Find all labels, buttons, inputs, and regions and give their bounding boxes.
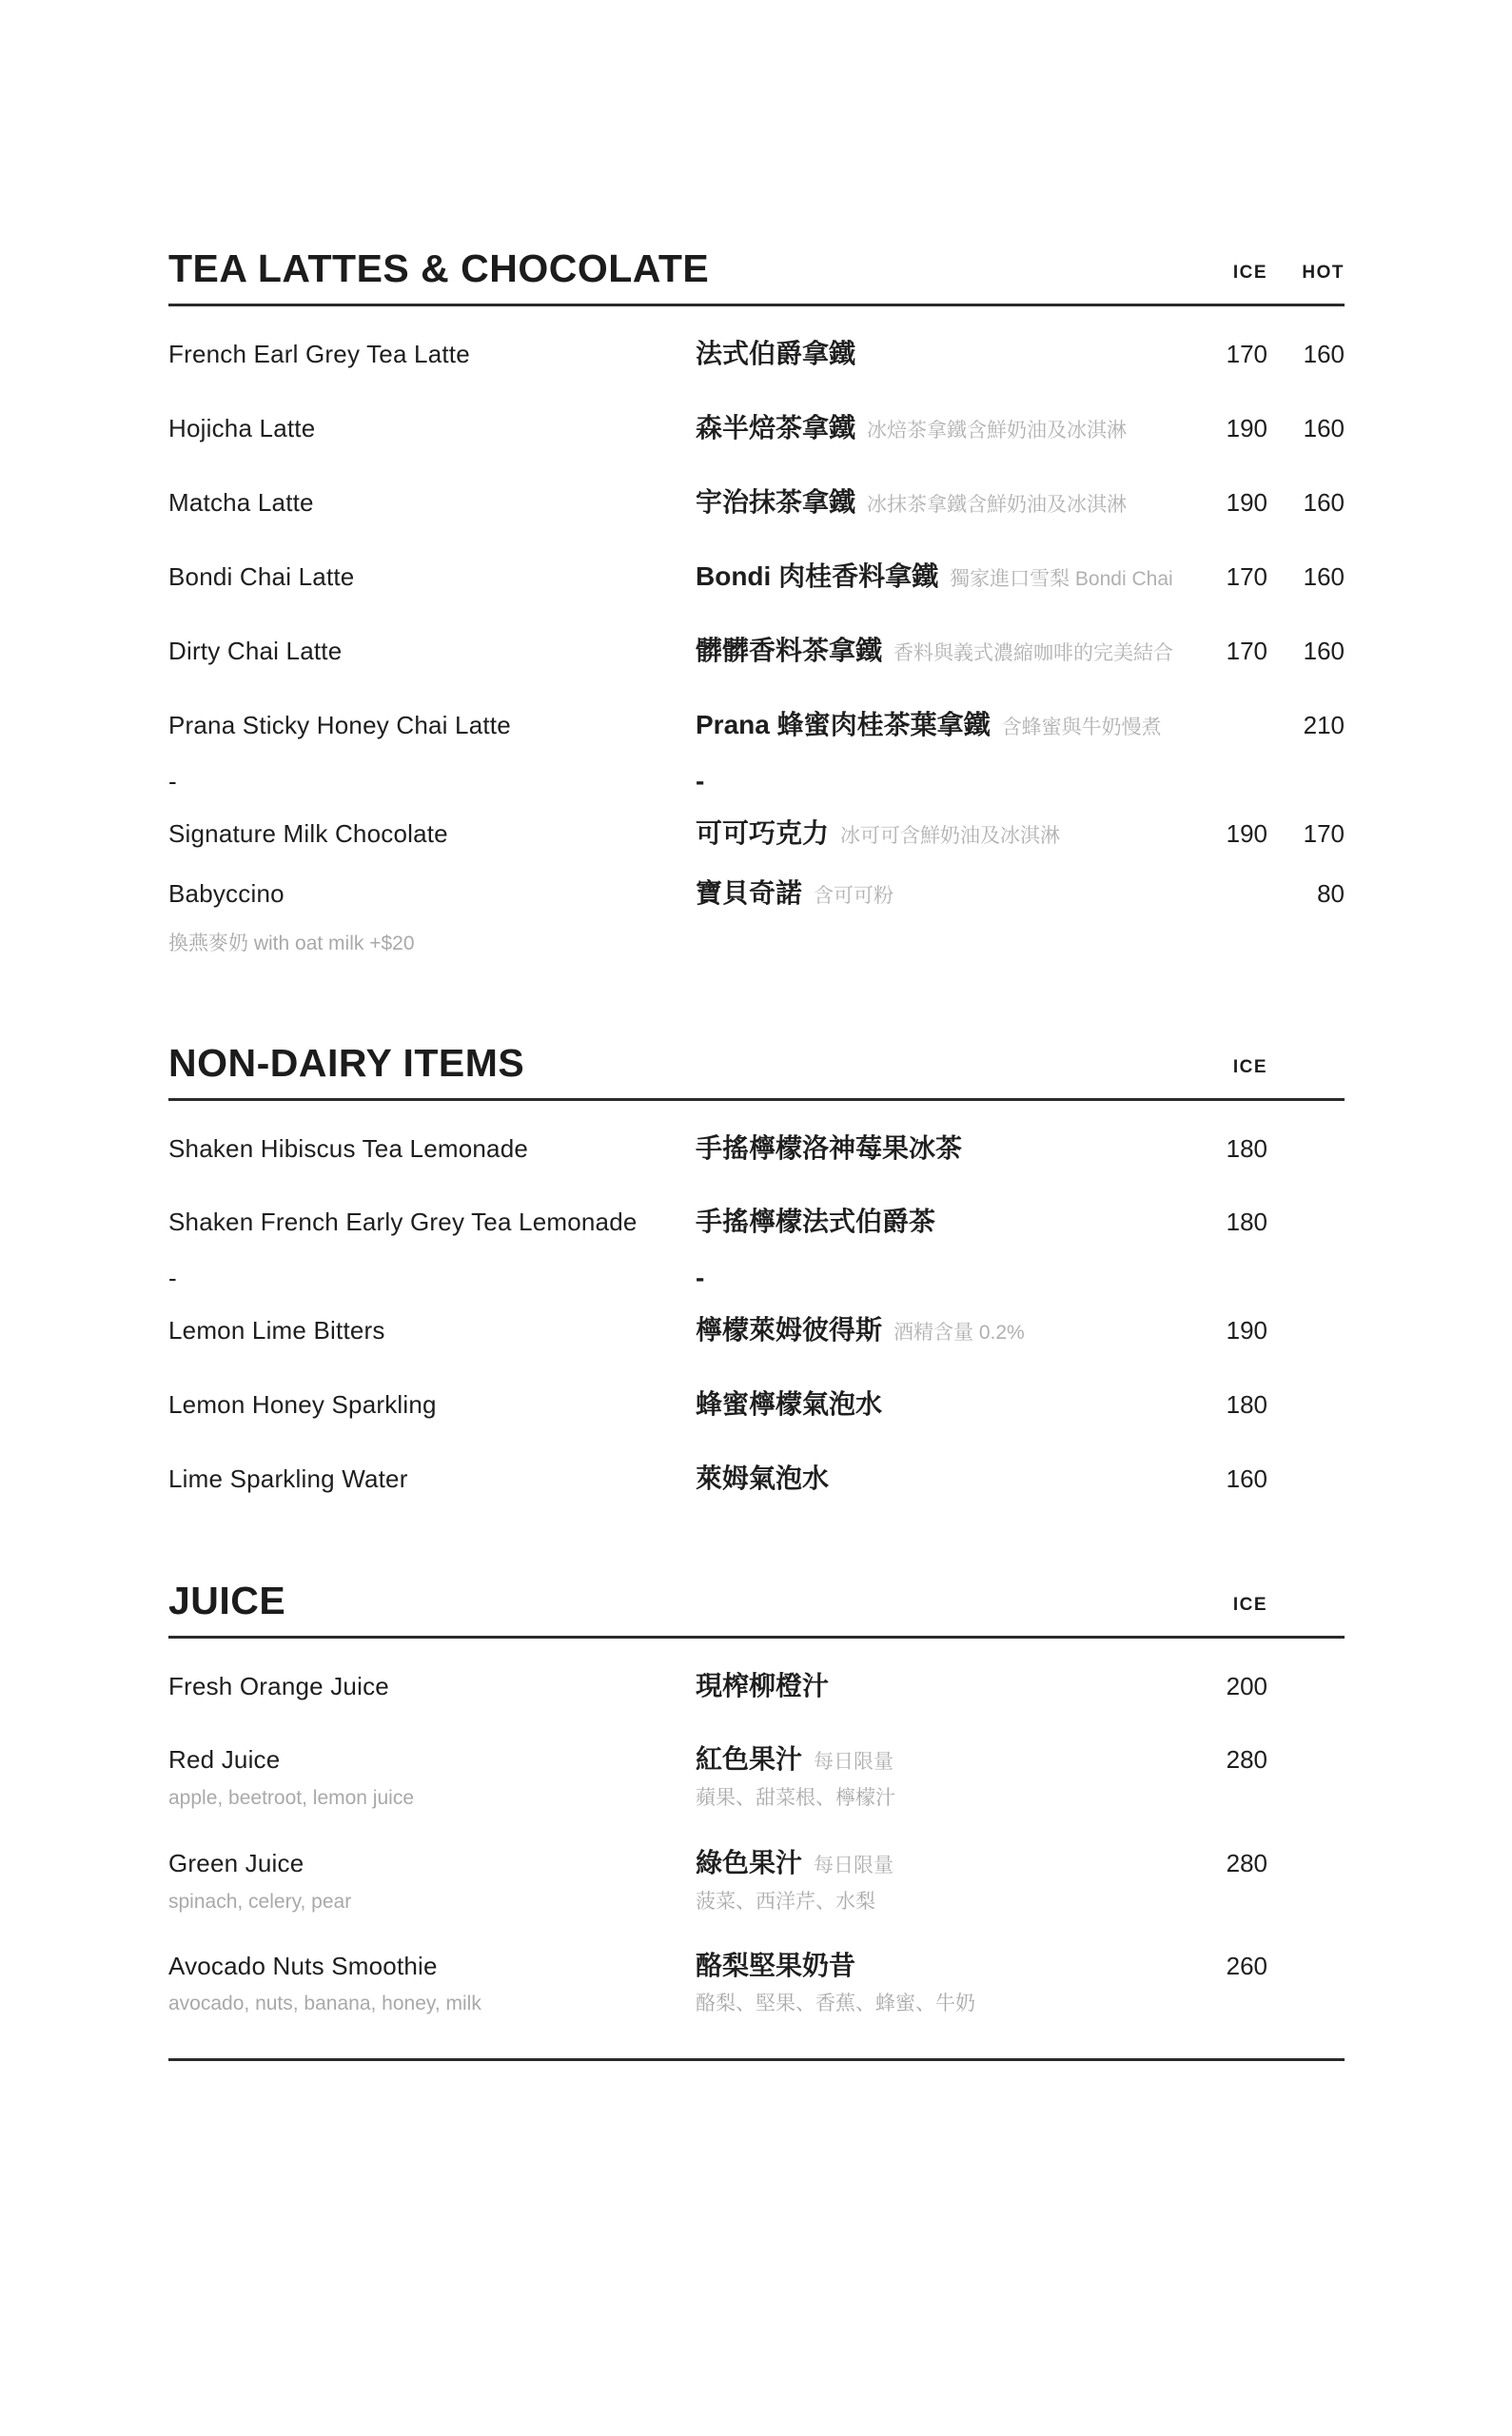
item-name-zh: 可可巧克力 — [696, 817, 830, 848]
item-price-ice: 200 — [1226, 1671, 1267, 1700]
item-name-zh: 酪梨堅果奶昔 — [696, 1950, 856, 1980]
item-name-zh-group — [696, 340, 1173, 369]
item-ingredients-en: spinach, celery, pear — [168, 1890, 352, 1913]
item-name-en: Fresh Orange Juice — [168, 1671, 389, 1700]
item-name-zh-group — [696, 1316, 1173, 1346]
item-name-zh-group — [696, 879, 1173, 909]
item-price-hot: 160 — [1303, 561, 1345, 591]
item-name-en: Signature Milk Chocolate — [168, 818, 448, 848]
item-name-en: Dirty Chai Latte — [168, 636, 343, 665]
section-title: JUICE — [168, 1578, 286, 1622]
column-header-ice: ICE — [1232, 263, 1267, 283]
item-name-zh-group — [696, 1208, 1173, 1237]
menu-item-row — [168, 879, 1345, 909]
item-price-ice: 170 — [1226, 636, 1268, 665]
column-header-hot: HOT — [1302, 263, 1345, 283]
item-price-ice: 190 — [1226, 413, 1267, 442]
item-name-zh-group — [696, 1952, 1173, 1981]
item-note: 每日限量 — [814, 1751, 894, 1774]
column-header-ice: ICE — [1232, 1056, 1267, 1077]
item-note: 冰可可含鮮奶油及冰淇淋 — [840, 824, 1061, 847]
item-name-zh-group — [696, 1745, 1173, 1775]
item-price-ice: 280 — [1226, 1848, 1267, 1877]
item-name-en: Shaken Hibiscus Tea Lemonade — [168, 1133, 529, 1163]
item-name-en: Avocado Nuts Smoothie — [168, 1951, 438, 1980]
item-note: 含可可粉 — [814, 884, 894, 907]
item-name-en: Lime Sparkling Water — [168, 1464, 408, 1493]
item-name-zh: 寶貝奇諾 — [696, 877, 803, 908]
item-ingredients-zh: 蘋果、甜菜根、檸檬汁 — [696, 1787, 895, 1810]
item-price-ice: 190 — [1226, 487, 1267, 517]
item-ingredients — [168, 1787, 1345, 1810]
menu-item-row — [168, 1134, 1345, 1164]
item-name-zh: Bondi 肉桂香料拿鐵 — [696, 560, 939, 591]
menu-item-row — [168, 488, 1345, 518]
menu-item-row — [168, 1390, 1345, 1420]
section-non-dairy-items — [168, 1040, 1345, 1494]
item-name-zh-group — [696, 1134, 1173, 1164]
menu-item-row — [168, 637, 1345, 666]
item-name-zh-group — [696, 711, 1173, 740]
divider-dash: - — [696, 1263, 705, 1293]
divider-dash: - — [168, 766, 177, 796]
item-name-zh: 髒髒香料茶拿鐵 — [696, 635, 883, 665]
item-ingredients-zh: 酪梨、堅果、香蕉、蜂蜜、牛奶 — [696, 1993, 975, 2015]
oat-milk-footnote: 換燕麥奶 with oat milk +$20 — [168, 932, 415, 954]
menu-item-row — [168, 340, 1345, 369]
item-note: 每日限量 — [814, 1854, 894, 1876]
item-price-hot: 160 — [1303, 340, 1345, 368]
item-ingredients — [168, 1993, 1345, 2015]
menu-item-row — [168, 414, 1345, 443]
item-name-zh-group — [696, 414, 1173, 443]
item-price-ice: 170 — [1226, 561, 1267, 591]
item-price-ice: 180 — [1226, 1208, 1267, 1237]
item-note: 冰抹茶拿鐵含鮮奶油及冰淇淋 — [867, 493, 1128, 516]
item-price-hot: 160 — [1303, 636, 1345, 665]
section-header — [168, 246, 1345, 306]
item-name-zh-group — [696, 1464, 1173, 1494]
item-name-zh: 法式伯爵拿鐵 — [696, 339, 856, 368]
item-price-hot: 160 — [1303, 487, 1345, 517]
divider-row — [168, 767, 1345, 796]
divider-dash: - — [168, 1264, 177, 1293]
item-name-en: Shaken French Early Grey Tea Lemonade — [168, 1208, 638, 1237]
section-items — [168, 1672, 1345, 2016]
item-name-zh-group — [696, 562, 1173, 592]
menu-item-row — [168, 711, 1345, 740]
item-name-zh-group — [696, 819, 1173, 849]
item-name-en: Lemon Honey Sparkling — [168, 1389, 437, 1419]
item-name-en: Prana Sticky Honey Chai Latte — [168, 710, 511, 739]
item-note: 含蜂蜜與牛奶慢煮 — [1001, 716, 1162, 738]
menu-item-row — [168, 562, 1345, 592]
item-name-en: Red Juice — [168, 1745, 281, 1775]
item-note: 香料與義式濃縮咖啡的完美結合 — [893, 641, 1174, 664]
item-name-en: Matcha Latte — [168, 487, 314, 517]
item-price-ice: 260 — [1226, 1951, 1267, 1980]
section-header — [168, 1040, 1345, 1101]
divider-row — [168, 1264, 1345, 1293]
item-name-zh-group — [696, 488, 1173, 518]
item-name-en: Bondi Chai Latte — [168, 561, 355, 591]
item-name-zh-group — [696, 1390, 1173, 1420]
item-name-zh-group — [696, 637, 1173, 666]
item-price-hot: 160 — [1303, 413, 1345, 442]
section-header — [168, 1578, 1345, 1639]
item-price-hot: 80 — [1317, 878, 1345, 908]
item-name-zh: Prana 蜂蜜肉桂茶葉拿鐵 — [696, 709, 991, 739]
column-header-ice: ICE — [1232, 1594, 1267, 1615]
menu-item-row — [168, 1672, 1345, 1701]
item-price-ice: 180 — [1226, 1389, 1267, 1419]
item-ingredients-en: apple, beetroot, lemon juice — [168, 1787, 414, 1810]
item-price-ice: 280 — [1226, 1745, 1267, 1775]
item-name-zh: 紅色果汁 — [696, 1744, 803, 1775]
item-name-zh-group — [696, 1672, 1173, 1701]
item-price-ice: 170 — [1226, 340, 1267, 368]
item-name-zh: 萊姆氣泡水 — [696, 1463, 830, 1493]
item-price-ice: 180 — [1226, 1133, 1267, 1163]
divider-dash: - — [696, 765, 705, 796]
item-name-zh: 綠色果汁 — [696, 1847, 803, 1877]
item-note: 冰焙茶拿鐵含鮮奶油及冰淇淋 — [867, 419, 1128, 442]
item-name-en: Green Juice — [168, 1848, 304, 1877]
menu-item-row — [168, 819, 1345, 849]
menu-item-row — [168, 1208, 1345, 1237]
bottom-rule — [168, 2058, 1345, 2061]
section-title: TEA LATTES & CHOCOLATE — [168, 246, 710, 290]
item-price-ice: 190 — [1226, 818, 1267, 848]
menu-page — [168, 0, 1345, 2061]
item-ingredients-en: avocado, nuts, banana, honey, milk — [168, 1993, 481, 2015]
item-price-hot: 170 — [1303, 818, 1345, 848]
item-name-en: Hojicha Latte — [168, 413, 316, 442]
item-price-hot: 210 — [1303, 710, 1345, 739]
item-name-zh: 手搖檸檬洛神莓果冰茶 — [696, 1132, 963, 1163]
item-name-zh: 手搖檸檬法式伯爵茶 — [696, 1207, 936, 1237]
item-name-zh: 森半焙茶拿鐵 — [696, 412, 856, 442]
menu-item-row — [168, 1745, 1345, 1775]
menu-item-row — [168, 1464, 1345, 1494]
item-ingredients-zh: 菠菜、西洋芹、水梨 — [696, 1890, 875, 1913]
section-title: NON-DAIRY ITEMS — [168, 1040, 525, 1085]
section-tea-lattes-chocolate — [168, 246, 1345, 956]
item-name-zh: 現榨柳橙汁 — [696, 1670, 830, 1700]
item-note: 酒精含量 0.2% — [893, 1321, 1025, 1344]
menu-item-row — [168, 1849, 1345, 1878]
menu-item-row — [168, 1316, 1345, 1346]
item-name-zh-group — [696, 1849, 1173, 1878]
item-name-en: Lemon Lime Bitters — [168, 1315, 385, 1345]
item-name-zh: 檸檬萊姆彼得斯 — [696, 1314, 883, 1345]
section-juice — [168, 1578, 1345, 2016]
item-price-ice: 160 — [1226, 1464, 1267, 1493]
item-note: 獨家進口雪梨 Bondi Chai — [950, 567, 1173, 590]
item-name-en: Babyccino — [168, 878, 285, 908]
item-name-zh: 宇治抹茶拿鐵 — [696, 486, 856, 517]
menu-item-row — [168, 1952, 1345, 1981]
section-items — [168, 340, 1345, 956]
item-ingredients — [168, 1891, 1345, 1914]
item-name-en: French Earl Grey Tea Latte — [168, 340, 470, 368]
item-price-ice: 190 — [1226, 1315, 1267, 1345]
item-name-zh: 蜂蜜檸檬氣泡水 — [696, 1388, 883, 1419]
section-items — [168, 1134, 1345, 1494]
